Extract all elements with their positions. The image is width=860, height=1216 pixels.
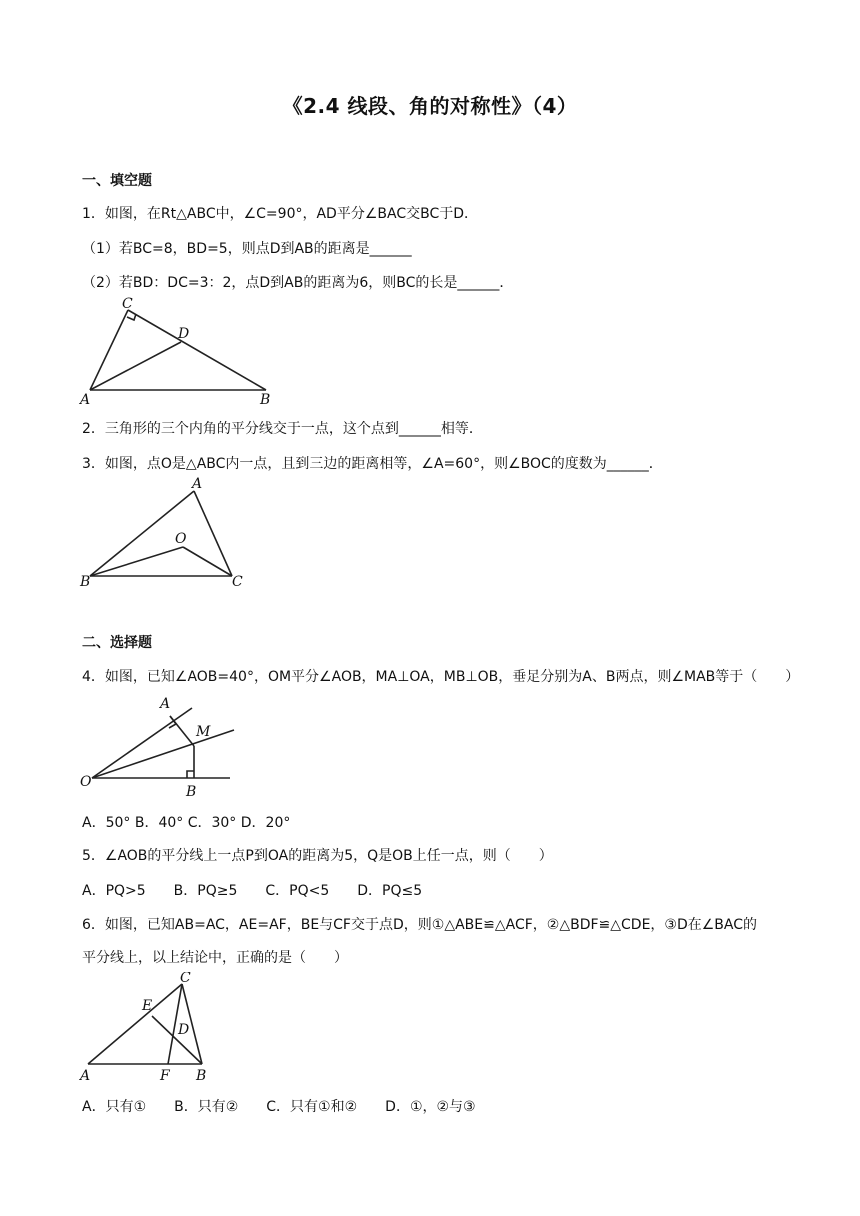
label-b: B — [186, 784, 197, 798]
label-b: B — [80, 574, 91, 590]
question-5-stem: 5．∠AOB的平分线上一点P到OA的距离为5，Q是OB上任一点，则（ ） — [82, 848, 553, 864]
segment-ac — [88, 984, 182, 1064]
label-c: C — [232, 574, 243, 590]
label-f: F — [160, 1068, 170, 1084]
label-a: A — [160, 696, 171, 712]
label-c: C — [122, 296, 133, 312]
segment-cb — [128, 310, 266, 390]
label-o: O — [175, 531, 187, 547]
right-angle-mark-b — [187, 771, 194, 778]
question-1-part-1: （1）若BC=8，BD=5，则点D到AB的距离是______ — [82, 241, 412, 257]
right-angle-mark-c — [127, 314, 136, 320]
question-2-stem: 2．三角形的三个内角的平分线交于一点，这个点到______相等． — [82, 421, 483, 437]
question-5-options: A．PQ>5 B．PQ≥5 C．PQ<5 D．PQ≤5 — [82, 883, 423, 899]
question-4-stem: 4．如图，已知∠AOB=40°，OM平分∠AOB，MA⊥OA，MB⊥OB，垂足分别为A、B两点，则∠MAB等于（ ） — [82, 669, 800, 685]
question-6-options: A．只有① B．只有② C．只有①和② D．①，②与③ — [82, 1099, 476, 1115]
segment-ad — [90, 342, 181, 390]
question-1-figure — [78, 296, 278, 408]
question-6-stem-line-1: 6．如图，已知AB=AC，AE=AF，BE与CF交于点D，则①△ABE≌△ACF，②△BDF≌△CDE，③D在∠BAC的 — [82, 917, 758, 933]
label-d: D — [178, 1022, 190, 1038]
question-6-figure — [78, 972, 228, 1084]
label-a: A — [192, 476, 203, 492]
section-heading-fill-blank: 一、填空题 — [82, 173, 152, 189]
question-1-part-2: （2）若BD：DC=3：2，点D到AB的距离为6，则BC的长是______． — [82, 275, 514, 291]
label-e: E — [142, 998, 153, 1014]
question-3-figure — [78, 474, 258, 592]
segment-be — [152, 1016, 202, 1064]
label-m: M — [196, 724, 211, 740]
segment-ac — [90, 310, 128, 390]
segment-ac — [194, 491, 232, 576]
label-b: B — [196, 1068, 207, 1084]
label-d: D — [178, 326, 190, 342]
question-4-figure — [78, 694, 238, 798]
question-1-stem: 1．如图，在Rt△ABC中，∠C=90°，AD平分∠BAC交BC于D． — [82, 206, 479, 222]
label-c: C — [180, 972, 191, 986]
question-6-stem-line-2: 平分线上，以上结论中，正确的是（ ） — [82, 950, 348, 966]
label-b: B — [260, 392, 271, 408]
label-a: A — [80, 1068, 91, 1084]
ray-om — [92, 730, 234, 778]
ray-oa — [92, 708, 192, 778]
segment-bo — [90, 547, 183, 576]
page-title: 《2.4 线段、角的对称性》（4） — [282, 94, 578, 118]
label-a: A — [80, 392, 91, 408]
question-3-stem: 3．如图，点O是△ABC内一点，且到三边的距离相等，∠A=60°，则∠BOC的度数为______． — [82, 456, 663, 472]
question-4-options: A．50° B．40° C．30° D．20° — [82, 815, 291, 831]
section-heading-multiple-choice: 二、选择题 — [82, 635, 152, 651]
label-o: O — [80, 774, 92, 790]
